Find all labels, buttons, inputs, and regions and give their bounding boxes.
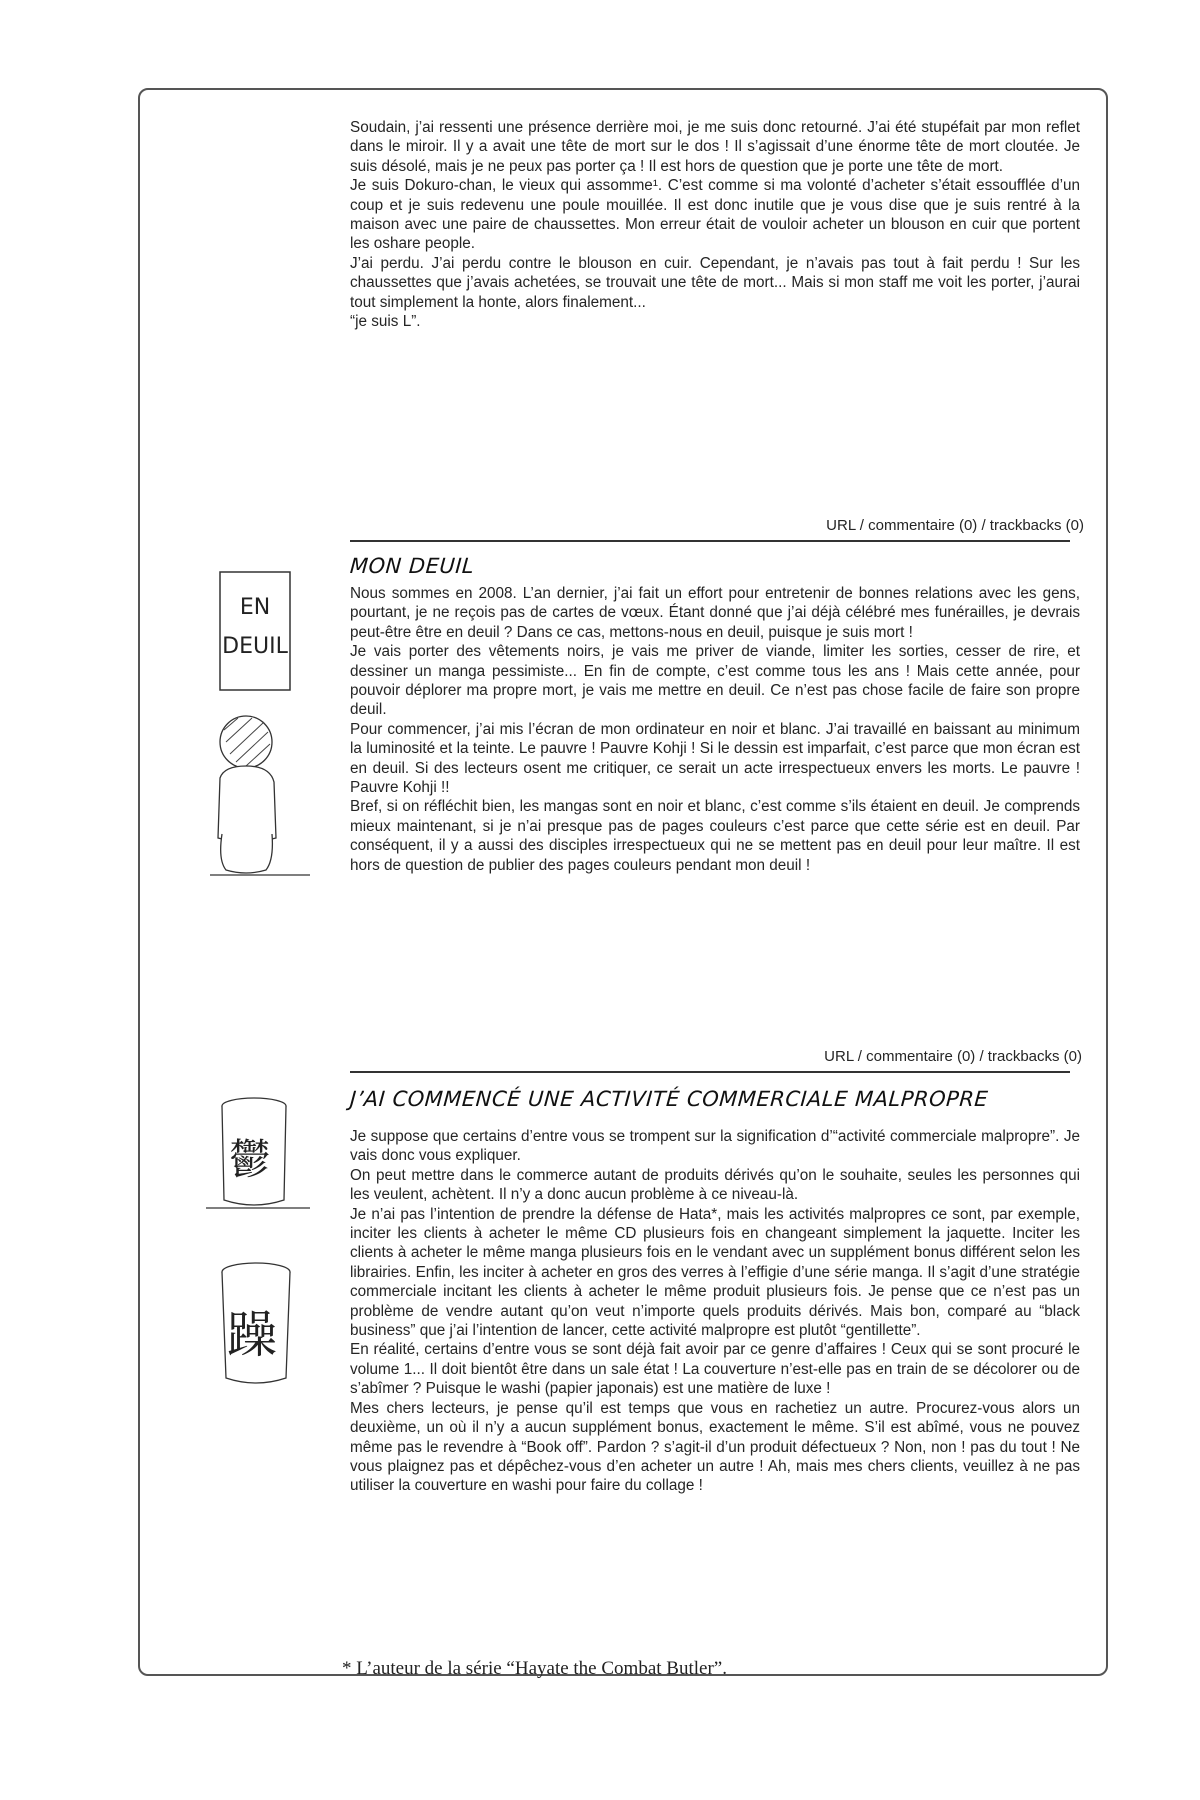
post-paragraph: Bref, si on réfléchit bien, les mangas sont en noir et blanc, c’est comme s’ils étaient en deuil. Je comprends mieux maintenant, si je n’ai presque pas de pages couleurs c’est parce que cette série est en deuil. Par conséquent, il y a aussi des disciples irrespectueux qui ne se mettent pas en deuil pour leur maître. Il est hors de question de publier des pages couleurs pendant mon deuil ! [350, 798, 1080, 874]
post-body [350, 1127, 1080, 1496]
intro-section [350, 118, 1080, 331]
footnote: * L’auteur de la série “Hayate the Combat Butler”. [342, 1658, 727, 1679]
sign-text-line2: DEUIL [222, 634, 288, 659]
sign-text-line1: EN [239, 595, 271, 620]
post-divider [350, 1071, 1070, 1073]
mourning-drawing [206, 570, 316, 900]
cups-drawing [206, 1096, 316, 1396]
intro-paragraph: Soudain, j’ai ressenti une présence derrière moi, je me suis donc retourné. J’ai été stupéfait par mon reflet dans le miroir. Il y a avait une tête de mort sur le dos ! Il s’agissait d’une énorme tête de mort cloutée. Je suis désolé, mais je ne peux pas porter ça ! Il est hors de question que je porte une tête de mort. [350, 119, 1080, 175]
post-title: J’AI COMMENCÉ UNE ACTIVITÉ COMMERCIALE MALPROPRE [349, 1087, 990, 1111]
post-paragraph: Mes chers lecteurs, je pense qu’il est temps que vous en rachetiez un autre. Procurez-vous alors un deuxième, un où il n’y a aucun supplément bonus, exactement le même. S’il est abîmé, vous ne pouvez même pas le revendre à “Book off”. Pardon ? s’agit-il d’un produit défectueux ? Non, non ! pas du tout ! Ne vous plaignez pas et dépêchez-vous d’en acheter un autre ! Ah, mais mes chers clients, veuillez à ne pas utiliser la couverture en washi pour faire du collage ! [350, 1399, 1080, 1495]
post-paragraph: En réalité, certains d’entre vous se sont déjà fait avoir par ce genre d’affaires ! Ceux qui se sont procuré le volume 1... Il doit bientôt être dans un sale état ! La couverture n’est-elle pas en train de se décolorer ou de s’abîmer ? Puisque le washi (papier japonais) est une matière de luxe ! [350, 1341, 1080, 1398]
post-paragraph: Je vais porter des vêtements noirs, je vais me priver de viande, limiter les sorties, cesser de rire, et dessiner un manga pessimiste... En fin de compte, c’est comme tous les ans ! Mais cette année, pour pouvoir déplorer ma propre mort, je vais me mettre en deuil. Ce n’est pas chose facile de faire son propre deuil. [350, 643, 1080, 719]
post-paragraph: Pour commencer, j’ai mis l’écran de mon ordinateur en noir et blanc. J’ai travaillé en baissant au minimum la luminosité et la teinte. Le pauvre ! Pauvre Kohji ! Si le dessin est imparfait, c’est parce que mon écran est en deuil. Si des lecteurs osent me critiquer, ce serait un acte irrespectueux envers les morts. Le pauvre ! Pauvre Kohji !! [350, 720, 1080, 797]
intro-paragraph: J’ai perdu. J’ai perdu contre le blouson en cuir. Cependant, je n’avais pas tout à fait perdu ! Sur les chaussettes que j’avais achetées, se trouvait une tête de mort... Mais si mon staff me voit les porter, j’aurai tout simplement la honte, alors finalement... [350, 254, 1080, 311]
post-paragraph: Je n’ai pas l’intention de prendre la défense de Hata*, mais les activités malpropres ce sont, par exemple, inciter les clients à acheter le même CD plusieurs fois en changeant simplement la jaquette. Inciter les clients à acheter le même manga plusieurs fois en le vendant avec un supplément bonus différent selon les librairies. Enfin, les inciter à acheter en gros des verres à l’effigie d’une série manga. Il s’agit d’une stratégie commerciale incitant les clients à acheter le même produit plusieurs fois. Je pense que ce n’est pas un problème de vendre autant qu’on veut n’importe quels produits dérivés. Mais bon, comparé au “black business” que j’ai l’intention de lancer, cette activité malpropre est plutôt “gentillette”. [350, 1205, 1080, 1340]
intro-paragraph: Je suis Dokuro-chan, le vieux qui assomme¹. C’est comme si ma volonté d’acheter s’était essoufflée d’un coup et je suis redevenu une poule mouillée. Il est donc inutile que je vous dise que je suis rentré à la maison avec une paire de chaussettes. Mon erreur était de vouloir acheter un blouson en cuir que portent les oshare people. [350, 177, 1080, 253]
post-paragraph: Nous sommes en 2008. L’an dernier, j’ai fait un effort pour entretenir de bonnes relations avec les gens, pourtant, je ne reçois pas de cartes de vœux. Étant donné que j’ai déjà célébré mes funérailles, je devrais peut-être être en deuil ? Dans ce cas, mettons-nous en deuil, puisque je suis mort ! [350, 585, 1080, 641]
post-title: MON DEUIL [349, 554, 476, 578]
cups-illustration [206, 1096, 316, 1396]
mourning-illustration [206, 570, 316, 900]
post-meta-links[interactable]: URL / commentaire (0) / trackbacks (0) [826, 517, 1084, 534]
cup-kanji-1: 鬱 [228, 1135, 272, 1184]
intro-paragraph: “je suis L”. [350, 313, 421, 331]
post-paragraph: Je suppose que certains d’entre vous se trompent sur la signification d’“activité commerciale malpropre”. Je vais donc vous expliquer. [350, 1128, 1080, 1165]
cup-kanji-2: 躁 [227, 1306, 277, 1364]
post-divider [350, 540, 1070, 542]
post-body [350, 584, 1080, 875]
post-paragraph: On peut mettre dans le commerce autant de produits dérivés qu’on le souhaite, seules les personnes qui les veulent, achètent. Il n’y a donc aucun problème à ce niveau-là. [350, 1166, 1080, 1204]
post-meta-links[interactable]: URL / commentaire (0) / trackbacks (0) [824, 1048, 1082, 1065]
